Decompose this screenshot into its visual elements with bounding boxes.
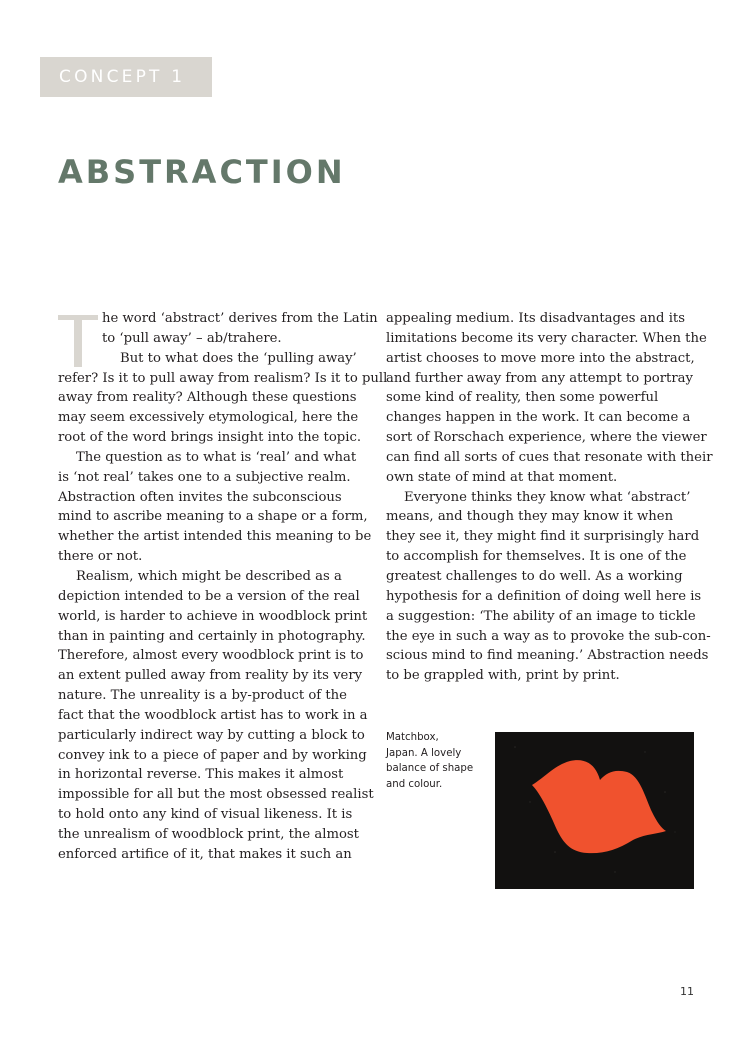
text-line: The question as to what is ‘real’ and what [76,449,357,465]
text-line: particularly indirect way by cutting a block to [58,727,365,743]
text-line: world, is harder to achieve in woodblock print [58,608,368,624]
text-line: can find all sorts of cues that resonate with their [386,449,713,465]
caption-line: Matchbox, [386,732,439,743]
text-line: Realism, which might be described as a [76,568,342,584]
body-column-left [58,309,388,865]
text-line: But to what does the ‘pulling away’ [120,350,357,366]
text-line: may seem excessively etymological, here the [58,410,359,426]
text-line: the eye in such a way as to provoke the sub-con- [386,628,711,644]
text-line: to ‘pull away’ – ab/trahere. [102,330,282,346]
text-line: to hold onto any kind of visual likeness. It is [58,807,353,823]
caption-line: balance of shape [386,763,474,774]
text-line: and further away from any attempt to portray [386,370,693,386]
text-line: nature. The unreality is a by-product of the [58,688,347,704]
body-column-right [386,309,713,686]
text-line: limitations become its very character. When the [386,330,707,346]
page-title: ABSTRACTION [58,153,346,191]
text-line: a suggestion: ‘The ability of an image to tickle [386,608,696,624]
text-line: the unrealism of woodblock print, the almost [58,826,359,842]
page-number: 11 [680,985,694,998]
text-line: an extent pulled away from reality by its very [58,668,363,684]
matchbox-photo [495,732,694,889]
text-line: own state of mind at that moment. [386,469,618,485]
text-line: enforced artifice of it, that makes it such an [58,846,352,862]
text-line: hypothesis for a definition of doing well here is [386,588,702,604]
text-line: impossible for all but the most obsessed realist [58,787,374,803]
text-line: is ‘not real’ takes one to a subjective realm. [58,469,351,485]
text-line: away from reality? Although these questions [58,390,357,406]
text-line: scious mind to find meaning.’ Abstraction needs [386,648,709,664]
text-line: to accomplish for themselves. It is one of the [386,549,687,565]
text-line: there or not. [58,549,143,565]
text-line: in horizontal reverse. This makes it almost [58,767,344,783]
drop-cap-t [58,315,98,367]
text-line: he word ‘abstract’ derives from the Latin [102,311,378,326]
text-line: some kind of reality, then some powerful [386,390,659,406]
text-line: mind to ascribe meaning to a shape or a form, [58,509,368,525]
text-line: changes happen in the work. It can become a [386,410,691,426]
concept-tag [40,57,212,97]
figure-caption [386,730,486,792]
concept-label: CONCEPT 1 [59,67,186,87]
text-line: Abstraction often invites the subconscious [58,489,342,505]
red-lips-image [495,732,694,889]
caption-line: and colour. [386,778,443,790]
text-line: Everyone thinks they know what ‘abstract’ [404,489,691,505]
text-line: they see it, they might find it surprisingly hard [386,529,700,545]
text-line: artist chooses to move more into the abstract, [386,350,695,366]
text-line: means, and though they may know it when [386,509,674,525]
caption-line: Japan. A lovely [386,747,462,759]
text-line: greatest challenges to do well. As a working [386,568,683,584]
text-line: convey ink to a piece of paper and by working [58,747,367,763]
text-line: than in painting and certainly in photography. [58,628,366,644]
text-line: root of the word brings insight into the topic. [58,430,362,446]
text-line: refer? Is it to pull away from realism? Is it to pull [58,370,388,386]
text-line: depiction intended to be a version of the real [58,588,360,604]
text-line: to be grappled with, print by print. [386,668,620,684]
text-line: Therefore, almost every woodblock print is to [58,648,364,664]
text-line: sort of Rorschach experience, where the viewer [386,430,707,446]
text-line: whether the artist intended this meaning to be [58,529,372,545]
text-line: fact that the woodblock artist has to work in a [58,707,368,723]
text-line: appealing medium. Its disadvantages and its [386,311,685,326]
